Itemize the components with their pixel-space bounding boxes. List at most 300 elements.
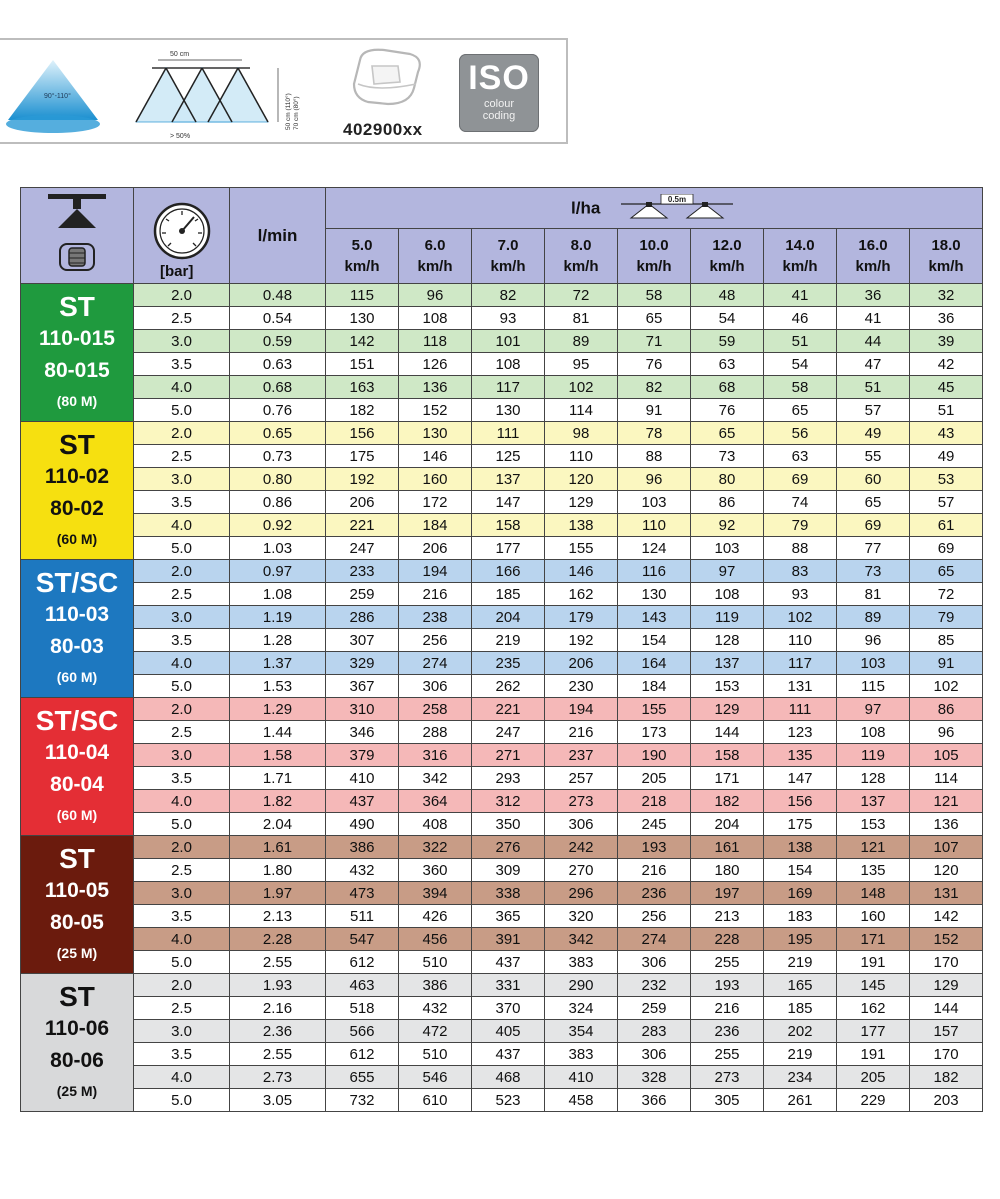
table-row <box>21 629 983 652</box>
table-row <box>21 790 983 813</box>
table-row <box>21 997 983 1020</box>
nozzle-series: ST <box>59 290 95 322</box>
speed-header <box>837 229 910 284</box>
flow-cell: 1.08 <box>230 583 326 606</box>
rate-cell: 458 <box>545 1089 618 1112</box>
rate-cell: 111 <box>472 422 545 445</box>
pressure-cell: 4.0 <box>134 790 230 813</box>
rate-cell: 130 <box>618 583 691 606</box>
rate-cell: 234 <box>764 1066 837 1089</box>
speed-value: 16.0 <box>858 237 888 254</box>
rate-cell: 191 <box>837 951 910 974</box>
iso-subtitle-colour: colour <box>484 98 514 110</box>
rate-cell: 157 <box>910 1020 983 1043</box>
iso-subtitle-coding: coding <box>482 110 516 122</box>
rate-cell: 185 <box>764 997 837 1020</box>
rate-cell: 391 <box>472 928 545 951</box>
pressure-cell: 2.5 <box>134 997 230 1020</box>
flow-header: l/min <box>230 188 326 284</box>
rate-cell: 82 <box>472 284 545 307</box>
rate-cell: 216 <box>399 583 472 606</box>
nozzle-pack-qty: (60 M) <box>56 806 98 823</box>
rate-cell: 137 <box>472 468 545 491</box>
rate-cell: 171 <box>691 767 764 790</box>
rate-cell: 365 <box>472 905 545 928</box>
rate-cell: 103 <box>691 537 764 560</box>
pressure-cell: 4.0 <box>134 514 230 537</box>
rate-cell: 182 <box>326 399 399 422</box>
rate-cell: 386 <box>399 974 472 997</box>
rate-cell: 276 <box>472 836 545 859</box>
rate-cell: 511 <box>326 905 399 928</box>
rate-cell: 183 <box>764 905 837 928</box>
rate-cell: 286 <box>326 606 399 629</box>
rate-cell: 194 <box>399 560 472 583</box>
rate-cell: 108 <box>837 721 910 744</box>
table-row <box>21 307 983 330</box>
nozzle-series: ST <box>59 842 95 874</box>
rate-cell: 274 <box>399 652 472 675</box>
rate-cell: 218 <box>618 790 691 813</box>
nozzle-size-80: 80-05 <box>50 910 104 934</box>
pressure-cell: 4.0 <box>134 1066 230 1089</box>
overlap-label: > 50% <box>170 133 191 140</box>
rate-cell: 316 <box>399 744 472 767</box>
rate-cell: 518 <box>326 997 399 1020</box>
pressure-unit: [bar] <box>160 263 194 280</box>
rate-cell: 125 <box>472 445 545 468</box>
rate-cell: 85 <box>910 629 983 652</box>
rate-cell: 126 <box>399 353 472 376</box>
rate-cell: 184 <box>618 675 691 698</box>
rate-cell: 296 <box>545 882 618 905</box>
rate-cell: 61 <box>910 514 983 537</box>
rate-cell: 142 <box>910 905 983 928</box>
rate-cell: 273 <box>545 790 618 813</box>
nozzle-size-110: 110-04 <box>44 740 110 764</box>
rate-cell: 247 <box>472 721 545 744</box>
rate-cell: 110 <box>618 514 691 537</box>
rate-cell: 153 <box>691 675 764 698</box>
rate-cell: 145 <box>837 974 910 997</box>
nozzle-size-80: 80-04 <box>50 772 104 796</box>
rate-cell: 165 <box>764 974 837 997</box>
table-row <box>21 1089 983 1112</box>
pressure-cell: 2.5 <box>134 859 230 882</box>
table-row <box>21 330 983 353</box>
rate-cell: 228 <box>691 928 764 951</box>
flow-cell: 1.28 <box>230 629 326 652</box>
rate-cell: 271 <box>472 744 545 767</box>
rate-cell: 115 <box>326 284 399 307</box>
rate-cell: 410 <box>326 767 399 790</box>
rate-cell: 219 <box>764 1043 837 1066</box>
nozzle-label-cell <box>21 422 134 560</box>
rate-cell: 473 <box>326 882 399 905</box>
rate-cell: 162 <box>837 997 910 1020</box>
rate-cell: 153 <box>837 813 910 836</box>
rate-cell: 170 <box>910 1043 983 1066</box>
rate-cell: 137 <box>691 652 764 675</box>
flow-cell: 0.48 <box>230 284 326 307</box>
rate-cell: 262 <box>472 675 545 698</box>
pressure-cell: 3.0 <box>134 330 230 353</box>
rate-cell: 360 <box>399 859 472 882</box>
table-row <box>21 721 983 744</box>
rate-cell: 108 <box>472 353 545 376</box>
rate-cell: 110 <box>764 629 837 652</box>
rate-cell: 36 <box>837 284 910 307</box>
rate-cell: 367 <box>326 675 399 698</box>
rate-cell: 155 <box>545 537 618 560</box>
rate-cell: 89 <box>837 606 910 629</box>
rate-cell: 338 <box>472 882 545 905</box>
rate-cell: 93 <box>764 583 837 606</box>
rate-cell: 306 <box>399 675 472 698</box>
speed-unit: km/h <box>563 258 599 275</box>
rate-cell: 655 <box>326 1066 399 1089</box>
flow-cell: 0.73 <box>230 445 326 468</box>
table-row <box>21 744 983 767</box>
rate-cell: 78 <box>618 422 691 445</box>
speed-unit: km/h <box>782 258 818 275</box>
rate-cell: 154 <box>764 859 837 882</box>
part-number: 402900xx <box>343 120 423 139</box>
rate-cell: 65 <box>910 560 983 583</box>
table-row <box>21 859 983 882</box>
rate-cell: 73 <box>837 560 910 583</box>
pressure-cell: 4.0 <box>134 928 230 951</box>
rate-cell: 119 <box>691 606 764 629</box>
rate-cell: 162 <box>545 583 618 606</box>
flow-cell: 1.80 <box>230 859 326 882</box>
rate-cell: 44 <box>837 330 910 353</box>
rate-cell: 146 <box>545 560 618 583</box>
speed-header <box>618 229 691 284</box>
table-row <box>21 951 983 974</box>
rate-cell: 117 <box>764 652 837 675</box>
rate-cell: 259 <box>618 997 691 1020</box>
rate-cell: 257 <box>545 767 618 790</box>
rate-cell: 247 <box>326 537 399 560</box>
rate-cell: 49 <box>837 422 910 445</box>
pressure-cell: 2.0 <box>134 284 230 307</box>
rate-cell: 437 <box>326 790 399 813</box>
rate-cell: 69 <box>764 468 837 491</box>
nozzle-pack-qty: (25 M) <box>56 1082 98 1099</box>
rate-cell: 98 <box>545 422 618 445</box>
rate-cell: 331 <box>472 974 545 997</box>
rate-cell: 137 <box>837 790 910 813</box>
table-row <box>21 882 983 905</box>
rate-cell: 408 <box>399 813 472 836</box>
rate-cell: 131 <box>764 675 837 698</box>
rate-cell: 57 <box>837 399 910 422</box>
rate-cell: 54 <box>764 353 837 376</box>
rate-cell: 364 <box>399 790 472 813</box>
rate-cell: 74 <box>764 491 837 514</box>
pressure-cell: 3.5 <box>134 905 230 928</box>
rate-cell: 152 <box>910 928 983 951</box>
rate-cell: 110 <box>545 445 618 468</box>
rate-cell: 116 <box>618 560 691 583</box>
pressure-cell: 5.0 <box>134 813 230 836</box>
rate-cell: 154 <box>618 629 691 652</box>
rate-cell: 128 <box>691 629 764 652</box>
rate-cell: 114 <box>545 399 618 422</box>
rate-cell: 432 <box>326 859 399 882</box>
rate-cell: 310 <box>326 698 399 721</box>
rate-cell: 114 <box>910 767 983 790</box>
rate-cell: 135 <box>764 744 837 767</box>
pressure-cell: 3.5 <box>134 767 230 790</box>
nozzle-size-80: 80-06 <box>50 1048 104 1072</box>
flow-cell: 2.55 <box>230 1043 326 1066</box>
rate-cell: 158 <box>691 744 764 767</box>
rate-cell: 206 <box>326 491 399 514</box>
rate-cell: 49 <box>910 445 983 468</box>
rate-cell: 32 <box>910 284 983 307</box>
rate-cell: 437 <box>472 1043 545 1066</box>
rate-cell: 437 <box>472 951 545 974</box>
rate-cell: 60 <box>837 468 910 491</box>
rate-cell: 96 <box>618 468 691 491</box>
nozzle-pack-qty: (60 M) <box>56 668 98 685</box>
rate-cell: 102 <box>910 675 983 698</box>
rate-cell: 147 <box>472 491 545 514</box>
rate-cell: 324 <box>545 997 618 1020</box>
rate-cell: 96 <box>910 721 983 744</box>
flow-cell: 0.76 <box>230 399 326 422</box>
rate-cell: 73 <box>691 445 764 468</box>
flow-cell: 1.19 <box>230 606 326 629</box>
rate-cell: 169 <box>764 882 837 905</box>
rate-cell: 48 <box>691 284 764 307</box>
pressure-cell: 5.0 <box>134 675 230 698</box>
rate-cell: 175 <box>326 445 399 468</box>
rate-cell: 342 <box>545 928 618 951</box>
rate-cell: 121 <box>837 836 910 859</box>
rate-cell: 129 <box>545 491 618 514</box>
pressure-cell: 5.0 <box>134 951 230 974</box>
rate-cell: 194 <box>545 698 618 721</box>
spacing-value: 0.5m <box>667 195 687 204</box>
iso-title: ISO <box>468 59 530 97</box>
flow-cell: 2.36 <box>230 1020 326 1043</box>
table-row <box>21 1043 983 1066</box>
flow-cell: 0.63 <box>230 353 326 376</box>
rate-cell: 547 <box>326 928 399 951</box>
pressure-cell: 3.5 <box>134 629 230 652</box>
rate-cell: 131 <box>910 882 983 905</box>
height-label-110: 50 cm (110°) <box>285 93 292 130</box>
rate-cell: 193 <box>691 974 764 997</box>
nozzle-spray-icon <box>42 190 112 276</box>
rate-cell: 129 <box>910 974 983 997</box>
table-row <box>21 813 983 836</box>
table-row <box>21 560 983 583</box>
table-row <box>21 675 983 698</box>
rate-cell: 164 <box>618 652 691 675</box>
rate-cell: 383 <box>545 1043 618 1066</box>
flow-cell: 1.03 <box>230 537 326 560</box>
rate-cell: 105 <box>910 744 983 767</box>
rate-cell: 274 <box>618 928 691 951</box>
rate-cell: 177 <box>472 537 545 560</box>
table-row <box>21 376 983 399</box>
rate-cell: 69 <box>910 537 983 560</box>
rate-cell: 182 <box>691 790 764 813</box>
rate-cell: 93 <box>472 307 545 330</box>
rate-cell: 65 <box>691 422 764 445</box>
table-row <box>21 445 983 468</box>
rate-cell: 288 <box>399 721 472 744</box>
rate-cell: 42 <box>910 353 983 376</box>
rate-cell: 51 <box>910 399 983 422</box>
flow-cell: 0.54 <box>230 307 326 330</box>
rate-cell: 148 <box>837 882 910 905</box>
pressure-cell: 2.5 <box>134 721 230 744</box>
rate-cell: 206 <box>545 652 618 675</box>
speed-unit: km/h <box>928 258 964 275</box>
rate-cell: 221 <box>472 698 545 721</box>
rate-cell: 184 <box>399 514 472 537</box>
nozzle-pack-qty: (60 M) <box>56 530 98 547</box>
nozzle-label-cell <box>21 836 134 974</box>
rate-cell: 180 <box>691 859 764 882</box>
rate-cell: 306 <box>545 813 618 836</box>
rate-cell: 102 <box>545 376 618 399</box>
rate-cell: 97 <box>691 560 764 583</box>
rate-cell: 510 <box>399 1043 472 1066</box>
rate-cell: 270 <box>545 859 618 882</box>
rate-cell: 130 <box>472 399 545 422</box>
rate-cell: 91 <box>910 652 983 675</box>
rate-cell: 192 <box>545 629 618 652</box>
rate-cell: 88 <box>618 445 691 468</box>
rate-cell: 216 <box>691 997 764 1020</box>
rate-cell: 175 <box>764 813 837 836</box>
rate-cell: 235 <box>472 652 545 675</box>
table-row <box>21 1020 983 1043</box>
nozzle-label-cell <box>21 560 134 698</box>
rate-cell: 46 <box>764 307 837 330</box>
rate-cell: 103 <box>618 491 691 514</box>
rate-cell: 216 <box>545 721 618 744</box>
rate-cell: 118 <box>399 330 472 353</box>
rate-cell: 39 <box>910 330 983 353</box>
rate-cell: 322 <box>399 836 472 859</box>
rate-cell: 59 <box>691 330 764 353</box>
table-row <box>21 353 983 376</box>
rate-cell: 193 <box>618 836 691 859</box>
rate-cell: 155 <box>618 698 691 721</box>
rate-cell: 191 <box>837 1043 910 1066</box>
rate-cell: 58 <box>618 284 691 307</box>
table-row <box>21 284 983 307</box>
rate-cell: 259 <box>326 583 399 606</box>
rate-cell: 55 <box>837 445 910 468</box>
rate-cell: 229 <box>837 1089 910 1112</box>
table-row <box>21 468 983 491</box>
nozzle-size-110: 110-05 <box>44 878 110 902</box>
pressure-cell: 5.0 <box>134 1089 230 1112</box>
rate-cell: 255 <box>691 1043 764 1066</box>
flow-cell: 1.82 <box>230 790 326 813</box>
rate-cell: 58 <box>764 376 837 399</box>
speed-value: 10.0 <box>639 237 669 254</box>
rate-cell: 144 <box>910 997 983 1020</box>
speed-header <box>691 229 764 284</box>
rate-cell: 410 <box>545 1066 618 1089</box>
rate-cell: 41 <box>837 307 910 330</box>
rate-cell: 57 <box>910 491 983 514</box>
speed-header <box>764 229 837 284</box>
rate-cell: 346 <box>326 721 399 744</box>
flow-cell: 1.61 <box>230 836 326 859</box>
rate-cell: 456 <box>399 928 472 951</box>
rate-cell: 160 <box>837 905 910 928</box>
rate-cell: 130 <box>399 422 472 445</box>
pressure-cell: 3.0 <box>134 606 230 629</box>
rate-cell: 53 <box>910 468 983 491</box>
nozzle-pack-qty: (25 M) <box>56 944 98 961</box>
application-rate-table <box>20 187 983 1112</box>
fan-angle-label: 90°-110° <box>44 93 71 100</box>
flow-cell: 1.58 <box>230 744 326 767</box>
rate-cell: 242 <box>545 836 618 859</box>
rate-cell: 163 <box>326 376 399 399</box>
table-row <box>21 652 983 675</box>
nozzle-size-80: 80-015 <box>44 358 110 382</box>
iso-colour-coding-badge <box>459 54 539 132</box>
rate-cell: 350 <box>472 813 545 836</box>
flow-cell: 1.29 <box>230 698 326 721</box>
spacing-label: 50 cm <box>170 51 190 58</box>
speed-value: 6.0 <box>424 237 446 254</box>
rate-cell: 152 <box>399 399 472 422</box>
rate-cell: 273 <box>691 1066 764 1089</box>
pressure-gauge-icon <box>152 201 212 261</box>
rate-cell: 102 <box>764 606 837 629</box>
rate-cell: 77 <box>837 537 910 560</box>
nozzle-label-cell <box>21 974 134 1112</box>
rate-cell: 221 <box>326 514 399 537</box>
height-label-80: 70 cm (80°) <box>293 96 300 130</box>
rate-cell: 65 <box>764 399 837 422</box>
rate-cell: 51 <box>764 330 837 353</box>
rate-cell: 101 <box>472 330 545 353</box>
rate-cell: 197 <box>691 882 764 905</box>
pressure-cell: 3.5 <box>134 1043 230 1066</box>
pressure-cell: 5.0 <box>134 399 230 422</box>
rate-cell: 82 <box>618 376 691 399</box>
rate-cell: 72 <box>910 583 983 606</box>
rate-cell: 68 <box>691 376 764 399</box>
pressure-header <box>134 188 230 284</box>
rate-cell: 394 <box>399 882 472 905</box>
nozzle-series: ST <box>59 980 95 1012</box>
table-row <box>21 606 983 629</box>
rate-cell: 379 <box>326 744 399 767</box>
rate-cell: 95 <box>545 353 618 376</box>
rate-cell: 566 <box>326 1020 399 1043</box>
rate-cell: 256 <box>618 905 691 928</box>
rate-cell: 121 <box>910 790 983 813</box>
rate-cell: 89 <box>545 330 618 353</box>
rate-cell: 161 <box>691 836 764 859</box>
rate-cell: 171 <box>837 928 910 951</box>
